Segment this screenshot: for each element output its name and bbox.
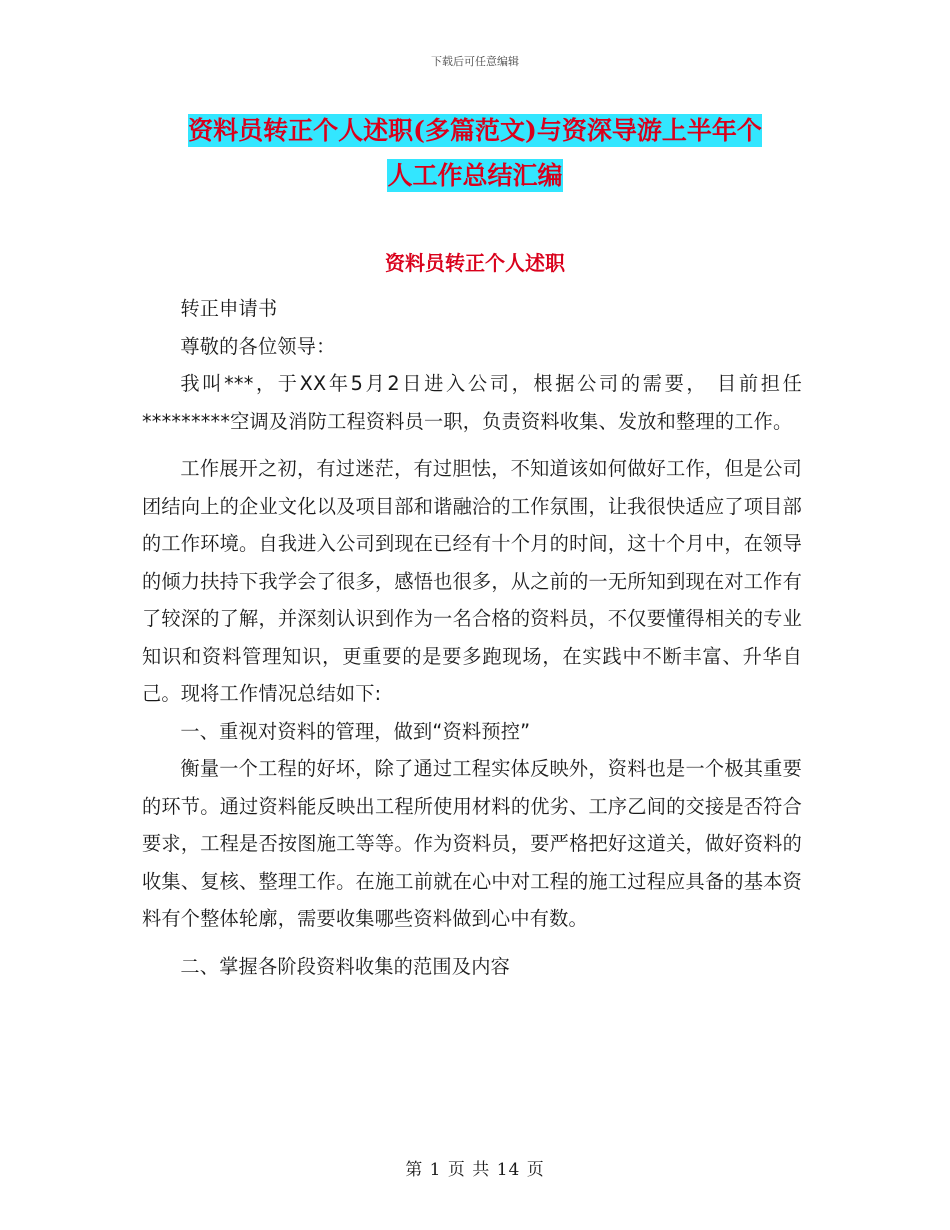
page-footer: 第 1 页 共 14 页 xyxy=(405,1160,545,1180)
document-title-line-1: 资料员转正个人述职(多篇范文)与资深导游上半年个 xyxy=(188,116,762,145)
document-body xyxy=(142,290,802,985)
heading-item-1: 一、重视对资料的管理，做到“资料预控” xyxy=(180,719,531,743)
paragraph-application: 转正申请书 xyxy=(180,297,278,320)
header-note: 下载后可任意编辑 xyxy=(431,55,519,68)
paragraph-salutation: 尊敬的各位领导： xyxy=(180,334,336,358)
paragraph-intro: 我叫***，于XX年5月2日进入公司，根据公司的需要， 目前担任*********空调及消防工程资料员一职，负责资料收集、发放和整理的工作。 xyxy=(142,372,802,433)
document-title xyxy=(0,108,950,198)
paragraph-experience: 工作展开之初，有过迷茫，有过胆怯，不知道该如何做好工作，但是公司团结向上的企业文化以及项目部和谐融洽的工作氛围，让我很快适应了项目部的工作环境。自我进入公司到现在已经有十个月的时间，这十个月中，在领导的倾力扶持下我学会了很多，感悟也很多，从之前的一无所知到现在对工作有了较深的了解，并深刻认识到作为一名合格的资料员，不仅要懂得相关的专业知识和资料管理知识，更重要的是要多跑现场，在实践中不断丰富、升华自己。现将工作情况总结如下: xyxy=(142,457,802,705)
heading-item-2: 二、掌握各阶段资料收集的范围及内容 xyxy=(180,954,510,978)
paragraph-item-1: 衡量一个工程的好坏，除了通过工程实体反映外，资料也是一个极其重要的环节。通过资料能反映出工程所使用材料的优劣、工序乙间的交接是否符合要求，工程是否按图施工等等。作为资料员，要严格把好这道关，做好资料的收集、复核、整理工作。在施工前就在心中对工程的施工过程应具备的基本资料有个整体轮廓，需要收集哪些资料做到心中有数。 xyxy=(142,757,802,930)
section-title: 资料员转正个人述职 xyxy=(385,251,565,275)
document-title-line-2: 人工作总结汇编 xyxy=(387,161,563,190)
